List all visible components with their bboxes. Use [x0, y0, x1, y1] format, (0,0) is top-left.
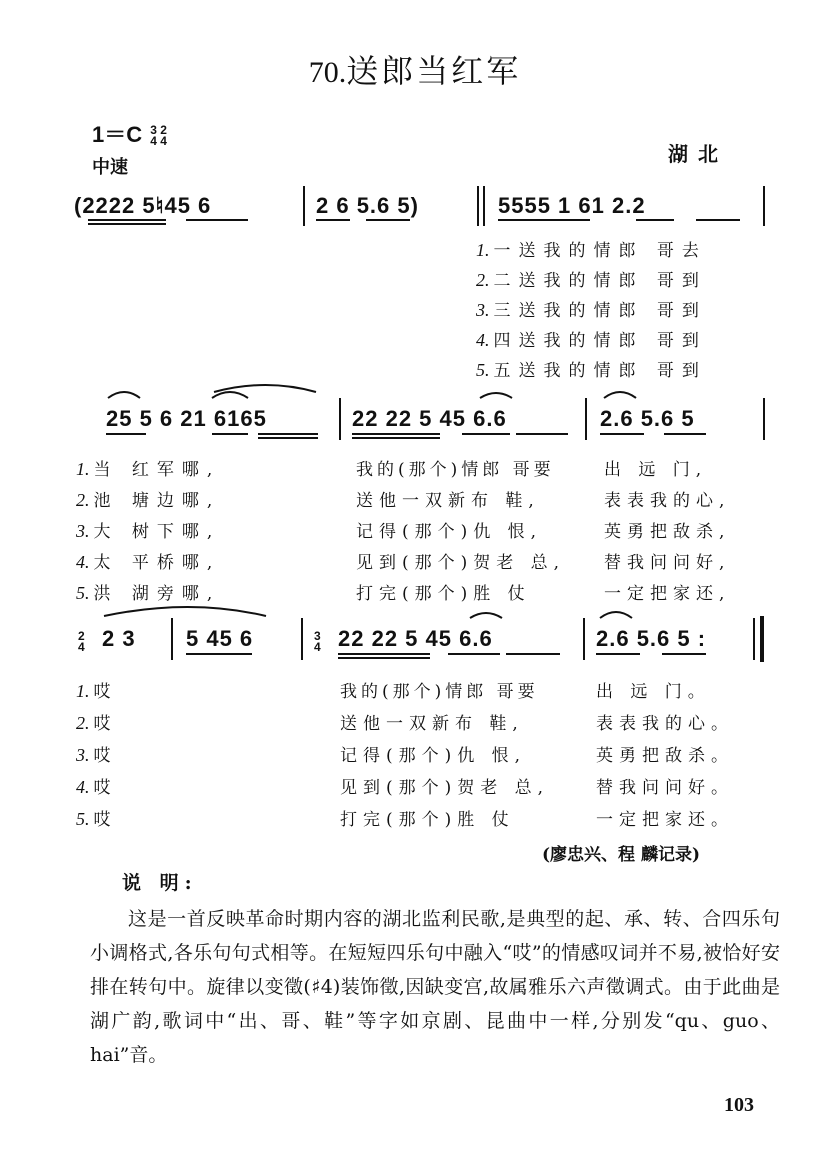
- key-label: 1＝C: [92, 122, 143, 147]
- row3-lyric-1c: 出 远 门。: [596, 682, 711, 702]
- slur: [212, 392, 248, 398]
- meter-top: 3: [314, 629, 322, 644]
- lyric-text: 四送我的情郎 哥到: [493, 331, 707, 351]
- row2-lyric-5c: 一定把家还,: [604, 584, 731, 604]
- row3-lyric-4c: 替我问问好。: [596, 778, 734, 798]
- measure-6: 2.6 5.6 5: [600, 406, 695, 431]
- row2-lyric-1b: 我的(那个)情郎 哥要: [356, 460, 555, 480]
- verse-number: 3.: [76, 745, 90, 765]
- verse-number: 4.: [76, 777, 90, 797]
- meter-bottom: 4: [78, 640, 86, 655]
- verse-number: 4.: [76, 552, 90, 572]
- lyric-text: 五送我的情郎 哥到: [493, 361, 707, 381]
- row2-lyric-4c: 替我问问好,: [604, 553, 731, 573]
- measure-1: (2222 5♮45 6: [74, 193, 212, 218]
- slur: [108, 392, 140, 398]
- explanation-heading: 说 明:: [122, 872, 198, 894]
- row2-lyric-5b: 打完(那个)胜 仗: [356, 584, 531, 604]
- verse-number: 1.: [76, 459, 90, 479]
- measure-8: 5 45 6: [186, 626, 254, 651]
- verse-number: 4.: [476, 330, 490, 350]
- lyric-text: 哎: [93, 682, 119, 702]
- row2-lyric-1c: 出 远 门,: [604, 460, 708, 480]
- row3-lyric-4b: 见到(那个)贺老 总,: [340, 778, 550, 798]
- explanation-body: 这是一首反映革命时期内容的湖北监利民歌,是典型的起、承、转、合四乐句小调格式,各乐句句式相等。在短短四乐句中融入“哎”的情感叹词并不易,被恰好安排在转句中。旋律以变徵(♯4)装饰徵,因缺变宫,故属雅乐六声徵调式。由于此曲是湖广韵,歌词中“出、哥、鞋”等字如京剧、昆曲中一样,分别发“qu、guo、hai”音。: [90, 908, 780, 1066]
- tempo-marking: 中速: [92, 157, 128, 178]
- lyric-text: 大 树下哪,: [93, 522, 221, 542]
- meter-top: 2: [78, 629, 86, 644]
- verse-number: 5.: [76, 583, 90, 603]
- lyric-text: 一送我的情郎 哥去: [493, 241, 707, 261]
- measure-9: 22 22 5 45 6.6: [338, 626, 493, 651]
- measure-2: 2 6 5.6 5): [316, 193, 419, 218]
- row2-lyric-2c: 表表我的心,: [604, 491, 731, 511]
- slur: [480, 393, 512, 398]
- slur: [470, 613, 502, 618]
- meter-bottom: 4: [314, 640, 322, 655]
- measure-7: 2 3: [102, 626, 136, 651]
- row3-lyric-3c: 英勇把敌杀。: [596, 746, 734, 766]
- slur: [604, 392, 636, 398]
- row3-lyric-5c: 一定把家还。: [596, 810, 734, 830]
- lyric-text: 池 塘边哪,: [93, 491, 221, 511]
- verse-number: 2.: [76, 713, 90, 733]
- row2-lyric-3b: 记得(那个)仇 恨,: [356, 522, 543, 542]
- region-label: 湖北: [668, 142, 728, 166]
- lyric-text: 当 红军哪,: [93, 460, 221, 480]
- row3-lyric-1b: 我的(那个)情郎 哥要: [340, 682, 539, 702]
- verse-number: 5.: [476, 360, 490, 380]
- lyric-text: 哎: [93, 810, 119, 830]
- lyric-text: 太 平桥哪,: [93, 553, 221, 573]
- verse-number: 1.: [76, 681, 90, 701]
- row3-lyric-5b: 打完(那个)胜 仗: [340, 810, 515, 830]
- row2-lyric-4b: 见到(那个)贺老 总,: [356, 553, 566, 573]
- transcriber-credit: (廖忠兴、程 麟记录): [542, 845, 701, 865]
- song-number: 70.: [308, 56, 347, 89]
- verse-number: 2.: [476, 270, 490, 290]
- slur: [214, 385, 316, 392]
- lyric-text: 哎: [93, 778, 119, 798]
- verse-number: 3.: [76, 521, 90, 541]
- row3-lyric-2b: 送他一双新布 鞋,: [340, 714, 524, 734]
- verse-number: 3.: [476, 300, 490, 320]
- slur: [104, 607, 266, 616]
- lyric-text: 洪 湖旁哪,: [93, 584, 221, 604]
- page-number: 103: [724, 1094, 754, 1116]
- lyric-text: 二送我的情郎 哥到: [493, 271, 707, 291]
- song-title: 送郎当红军: [346, 52, 522, 90]
- row2-lyric-3c: 英勇把敌杀,: [604, 522, 731, 542]
- verse-number: 5.: [76, 809, 90, 829]
- slur: [600, 612, 632, 618]
- verse-number: 1.: [476, 240, 490, 260]
- lyric-text: 三送我的情郎 哥到: [493, 301, 707, 321]
- lyric-text: 哎: [93, 746, 119, 766]
- row2-lyric-2b: 送他一双新布 鞋,: [356, 491, 540, 511]
- verse-number: 2.: [76, 490, 90, 510]
- measure-4: 25 5 6 21 6165: [106, 406, 267, 431]
- row3-lyric-2c: 表表我的心。: [596, 714, 734, 734]
- row3-lyric-3b: 记得(那个)仇 恨,: [340, 746, 527, 766]
- measure-10: 2.6 5.6 5 :: [596, 626, 707, 651]
- measure-3: 5555 1 61 2.2: [498, 193, 646, 218]
- meter-bottom: 4 4: [150, 134, 167, 149]
- lyric-text: 哎: [93, 714, 119, 734]
- meter-top: 3 2: [150, 123, 167, 138]
- measure-5: 22 22 5 45 6.6: [352, 406, 507, 431]
